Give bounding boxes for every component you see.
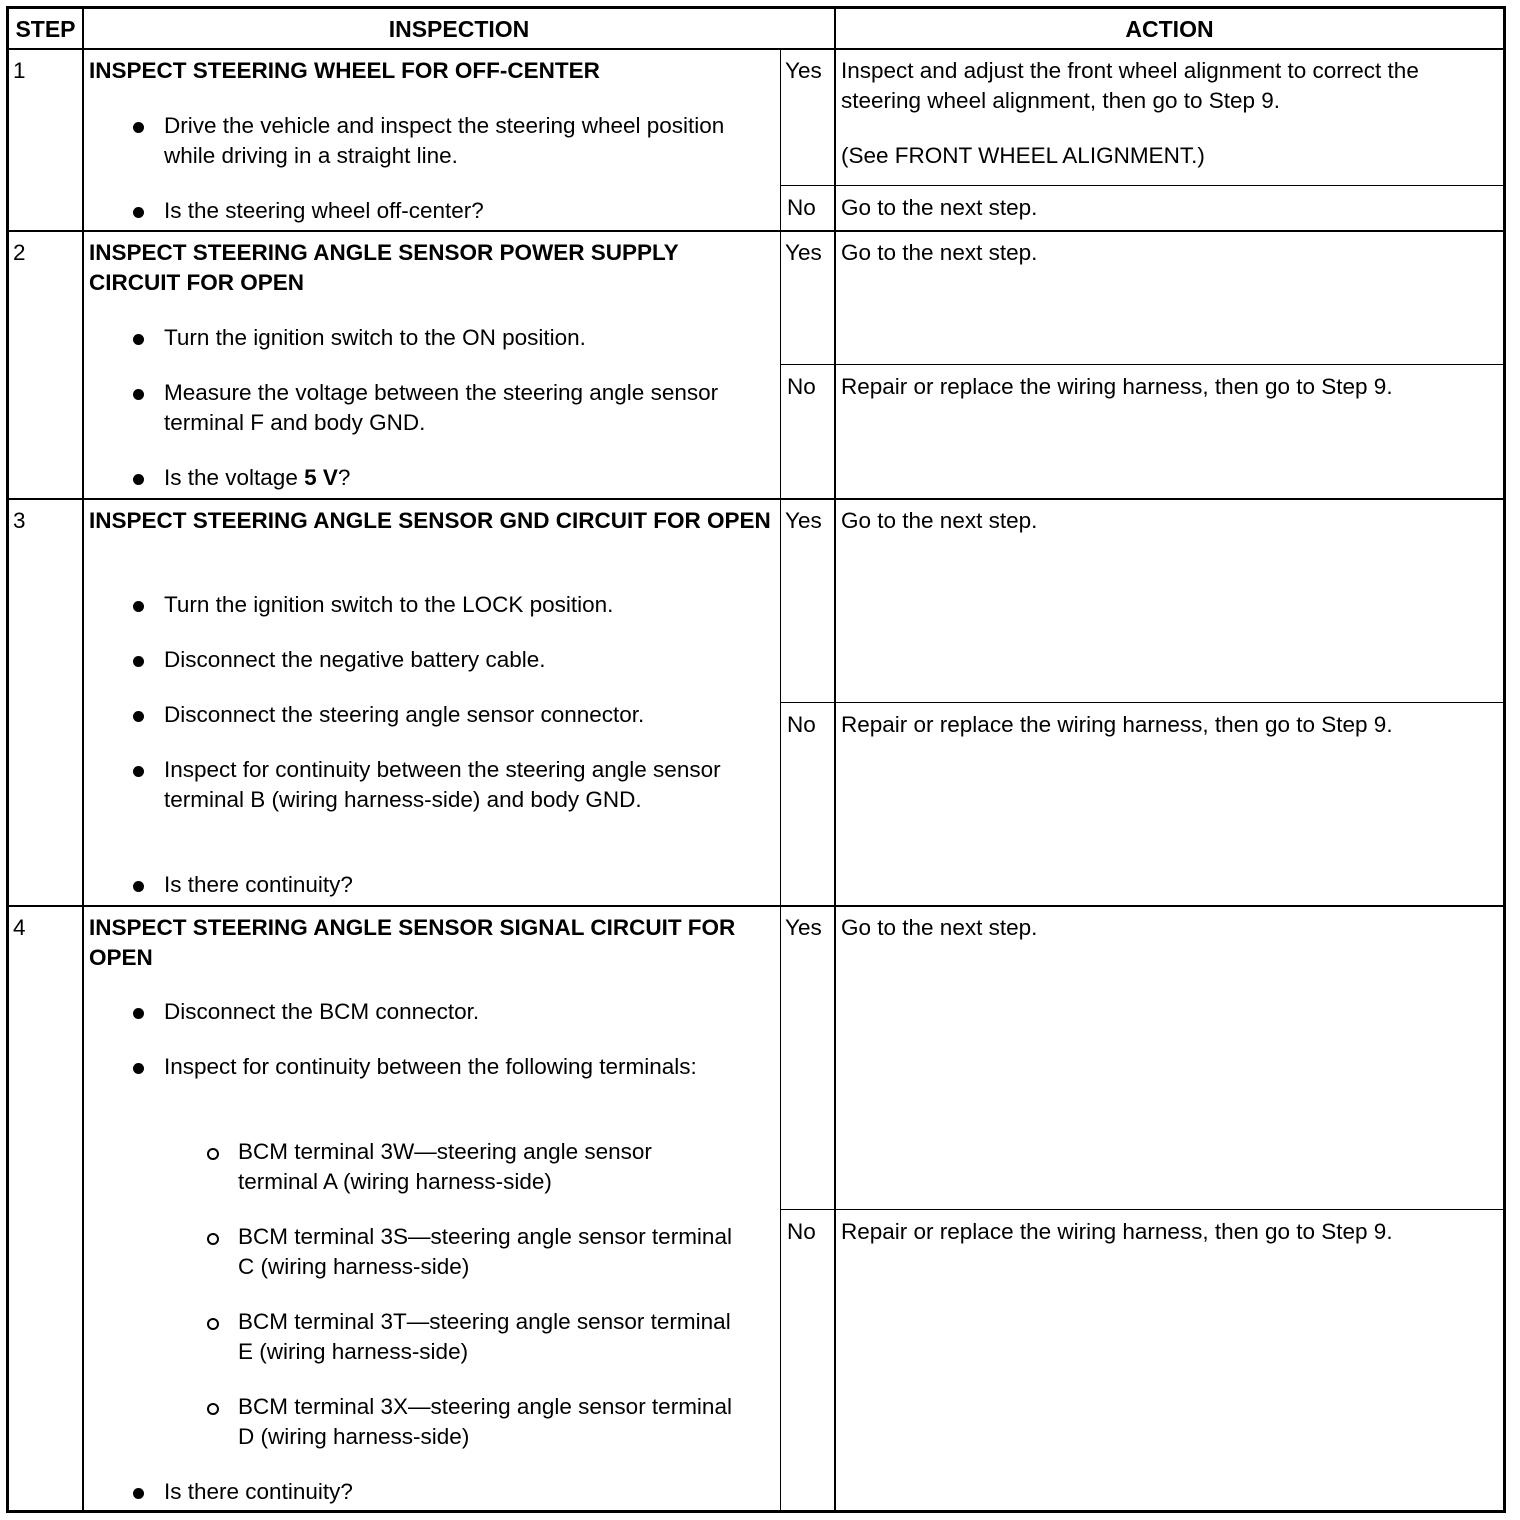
step-question [164, 463, 764, 493]
yes-label: Yes [785, 58, 822, 83]
header-inspection: INSPECTION [388, 16, 530, 42]
header-step: STEP [15, 16, 76, 42]
yes-action: Inspect and adjust the front wheel alignment to correct the steering wheel alignment, then go to Step 9. [841, 58, 1419, 113]
step-bullet: Disconnect the steering angle sensor connector. [164, 702, 645, 727]
yes-label: Yes [785, 240, 822, 265]
yesno-split-1 [780, 185, 1503, 186]
question-suffix: ? [337, 465, 351, 490]
sub-bullet-icon [207, 1233, 219, 1245]
bullet-icon [133, 389, 144, 400]
no-label: No [787, 1219, 816, 1244]
question-prefix: Is the voltage [164, 465, 305, 490]
yes-action: Go to the next step. [841, 240, 1038, 265]
yesno-split-2 [780, 364, 1503, 365]
bullet-icon [133, 1008, 144, 1019]
no-action: Repair or replace the wiring harness, then go to Step 9. [841, 374, 1393, 399]
step-bullet: Drive the vehicle and inspect the steering wheel position while driving in a straight line. [164, 113, 725, 168]
sub-bullet-icon [207, 1403, 219, 1415]
yesno-split-3 [780, 702, 1503, 703]
step-sub-bullet: BCM terminal 3T—steering angle sensor terminal E (wiring harness-side) [238, 1309, 731, 1364]
row-divider-2 [9, 498, 1503, 500]
sub-bullet-icon [207, 1148, 219, 1160]
step-bullet: Measure the voltage between the steering angle sensor terminal F and body GND. [164, 380, 719, 435]
header-action: ACTION [1125, 16, 1214, 42]
step-sub-bullet: BCM terminal 3W—steering angle sensor terminal A (wiring harness-side) [238, 1139, 652, 1194]
step-title: INSPECT STEERING ANGLE SENSOR POWER SUPPLY CIRCUIT FOR OPEN [89, 240, 679, 295]
bullet-icon [133, 881, 144, 892]
step-number: 2 [13, 240, 26, 265]
no-action: Go to the next step. [841, 195, 1038, 220]
step-sub-bullet: BCM terminal 3X—steering angle sensor terminal D (wiring harness-side) [238, 1394, 732, 1449]
bullet-icon [133, 122, 144, 133]
bullet-icon [133, 1488, 144, 1499]
step-bullet: Turn the ignition switch to the ON position. [164, 325, 586, 350]
step-bullet: Disconnect the BCM connector. [164, 999, 480, 1024]
yes-action: Go to the next step. [841, 915, 1038, 940]
row-divider-1 [9, 230, 1503, 232]
step-title: INSPECT STEERING ANGLE SENSOR SIGNAL CIRCUIT FOR OPEN [89, 915, 736, 970]
step-title: INSPECT STEERING ANGLE SENSOR GND CIRCUIT FOR OPEN [89, 508, 771, 533]
step-bullet: Is there continuity? [164, 1479, 353, 1504]
header-bottom-line [9, 48, 1503, 50]
bullet-icon [133, 334, 144, 345]
question-value: 5 V [304, 465, 338, 490]
no-label: No [787, 195, 816, 220]
bullet-icon [133, 1063, 144, 1074]
yesno-split-4 [780, 1209, 1503, 1210]
no-label: No [787, 712, 816, 737]
col-divider-yesno [780, 48, 781, 1510]
yes-label: Yes [785, 508, 822, 533]
yes-label: Yes [785, 915, 822, 940]
step-number: 4 [13, 915, 26, 940]
step-bullet: Is the steering wheel off-center? [164, 198, 484, 223]
step-title: INSPECT STEERING WHEEL FOR OFF-CENTER [89, 58, 600, 83]
sub-bullet-icon [207, 1318, 219, 1330]
step-sub-bullet: BCM terminal 3S—steering angle sensor terminal C (wiring harness-side) [238, 1224, 732, 1279]
yes-note: (See FRONT WHEEL ALIGNMENT.) [841, 143, 1205, 168]
diagnostic-table [6, 6, 1506, 1513]
bullet-icon [133, 656, 144, 667]
no-action: Repair or replace the wiring harness, then go to Step 9. [841, 712, 1393, 737]
row-divider-3 [9, 905, 1503, 907]
col-divider-action [834, 9, 836, 1510]
no-action: Repair or replace the wiring harness, then go to Step 9. [841, 1219, 1393, 1244]
col-divider-step [82, 9, 84, 1510]
step-bullet: Inspect for continuity between the following terminals: [164, 1054, 697, 1079]
bullet-icon [133, 711, 144, 722]
step-bullet: Turn the ignition switch to the LOCK position. [164, 592, 614, 617]
bullet-icon [133, 207, 144, 218]
no-label: No [787, 374, 816, 399]
yes-action: Go to the next step. [841, 508, 1038, 533]
bullet-icon [133, 766, 144, 777]
bullet-icon [133, 601, 144, 612]
step-bullet: Is there continuity? [164, 872, 353, 897]
step-number: 3 [13, 508, 26, 533]
step-number: 1 [13, 58, 26, 83]
step-bullet: Disconnect the negative battery cable. [164, 647, 546, 672]
step-bullet: Inspect for continuity between the steering angle sensor terminal B (wiring harness-side) and body GND. [164, 757, 721, 812]
bullet-icon [133, 474, 144, 485]
